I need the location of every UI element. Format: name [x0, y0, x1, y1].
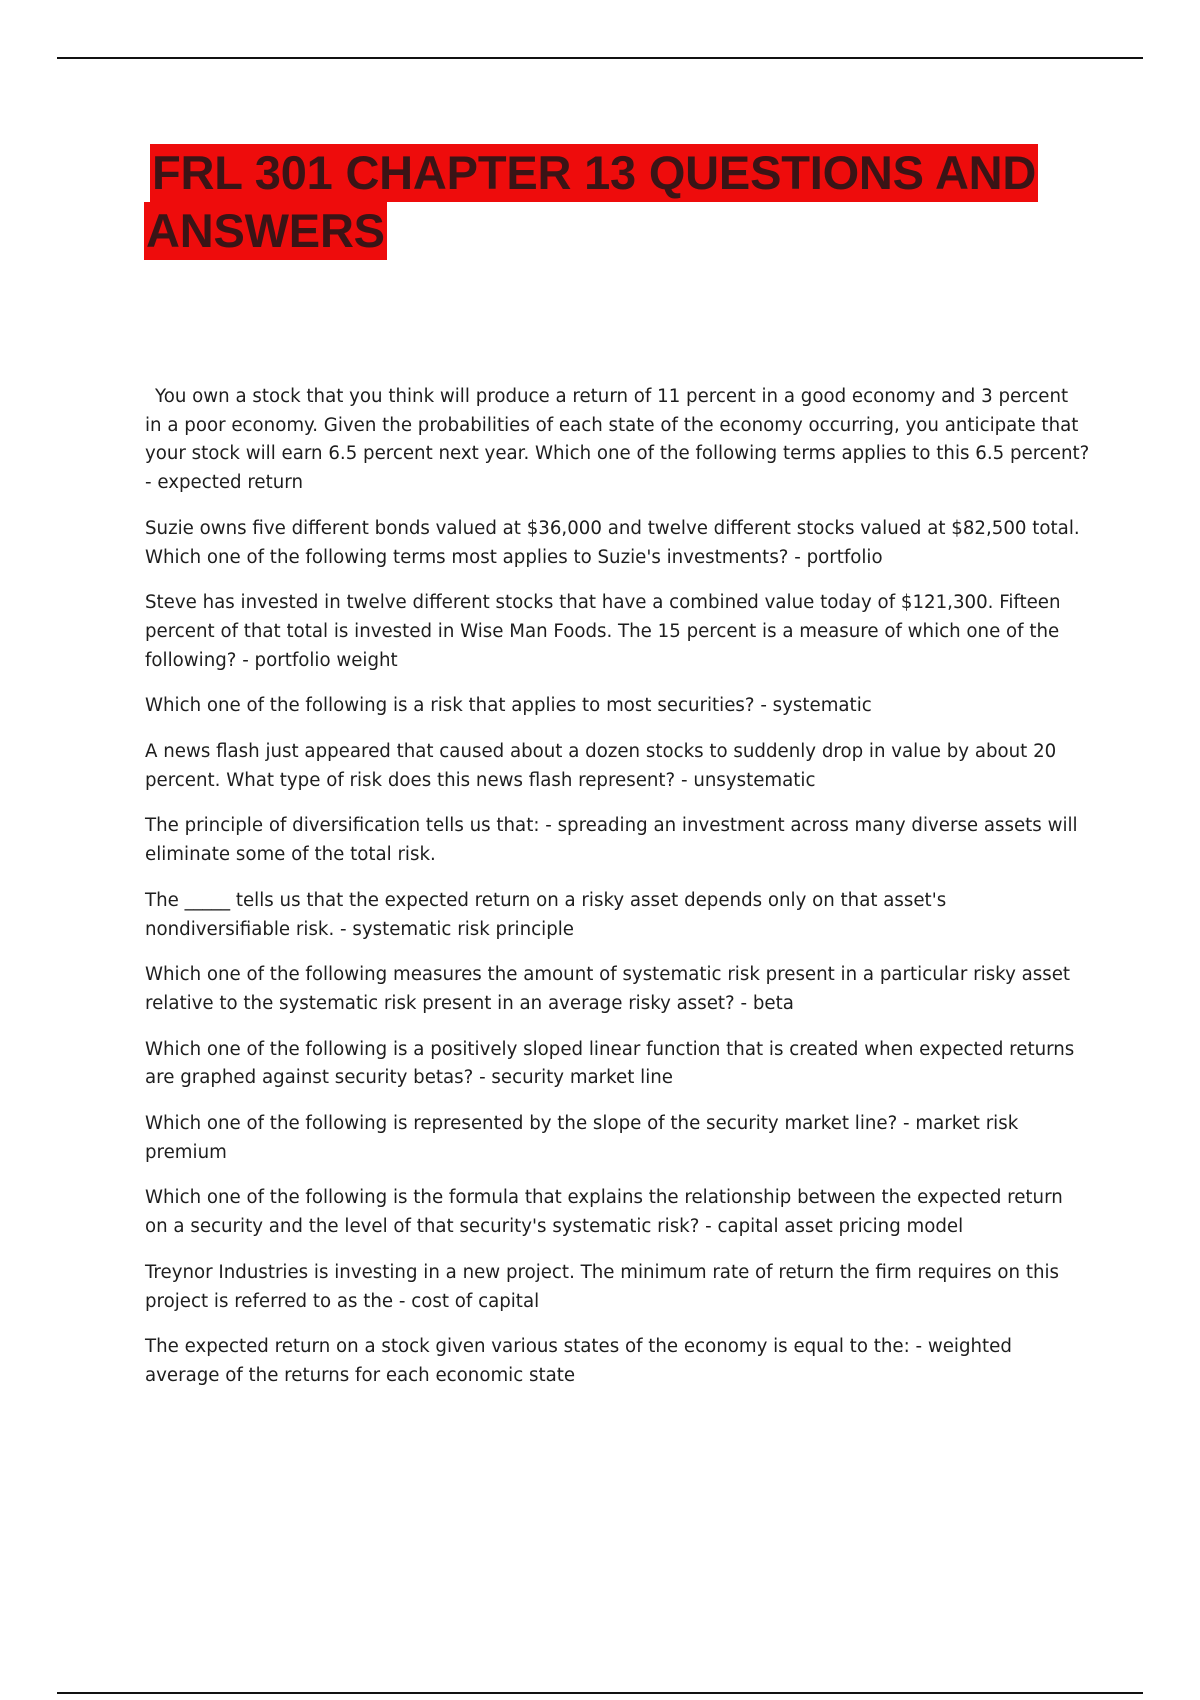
top-rule	[57, 57, 1143, 59]
qa-item: The _____ tells us that the expected return on a risky asset depends only on that asset's nondiversifiable risk. - systematic risk principle	[145, 889, 947, 940]
qa-item: The expected return on a stock given various states of the economy is equal to the: - weighted average of the returns for each economic state	[145, 1336, 1012, 1386]
qa-item: Which one of the following is represented by the slope of the security market line? - market risk premium	[145, 1113, 1019, 1163]
qa-item: Steve has invested in twelve different stocks that have a combined value today of $121,300. Fifteen percent of that total is invested in Wise Man Foods. The 15 percent is a measure of which one of the following? - portfolio weight	[145, 592, 1061, 671]
qa-item: Suzie owns five different bonds valued at $36,000 and twelve different stocks valued at $82,500 total. Which one of the following terms most applies to Suzie's investments? - portfolio	[145, 517, 1080, 568]
qa-list	[145, 383, 1090, 1408]
title-line-2: ANSWERS	[144, 202, 387, 260]
qa-item: Which one of the following measures the amount of systematic risk present in a particular risky asset relative to the systematic risk present in an average risky asset? - beta	[145, 964, 1071, 1014]
document-title	[144, 144, 1084, 260]
title-line-1: FRL 301 CHAPTER 13 QUESTIONS AND	[150, 144, 1038, 202]
qa-item: The principle of diversification tells us that: - spreading an investment across many diverse assets will eliminate some of the total risk.	[145, 815, 1078, 866]
bottom-rule	[57, 1692, 1143, 1694]
qa-item: Which one of the following is a risk that applies to most securities? - systematic	[145, 695, 872, 717]
qa-item: Treynor Industries is investing in a new project. The minimum rate of return the firm requires on this project is referred to as the - cost of capital	[145, 1261, 1060, 1312]
qa-item: A news flash just appeared that caused about a dozen stocks to suddenly drop in value by about 20 percent. What type of risk does this news flash represent? - unsystematic	[145, 741, 1057, 791]
qa-item: You own a stock that you think will produce a return of 11 percent in a good economy and 3 percent in a poor economy. Given the probabilities of each state of the economy occurring, you anticipate that your stock will earn 6.5 percent next year. Which one of the following terms applies to this 6.5 percent? - expected return	[145, 386, 1090, 494]
qa-item: Which one of the following is a positively sloped linear function that is created when expected returns are graphed against security betas? - security market line	[145, 1038, 1075, 1089]
qa-item: Which one of the following is the formula that explains the relationship between the expected return on a security and the level of that security's systematic risk? - capital asset pricing model	[145, 1187, 1063, 1238]
